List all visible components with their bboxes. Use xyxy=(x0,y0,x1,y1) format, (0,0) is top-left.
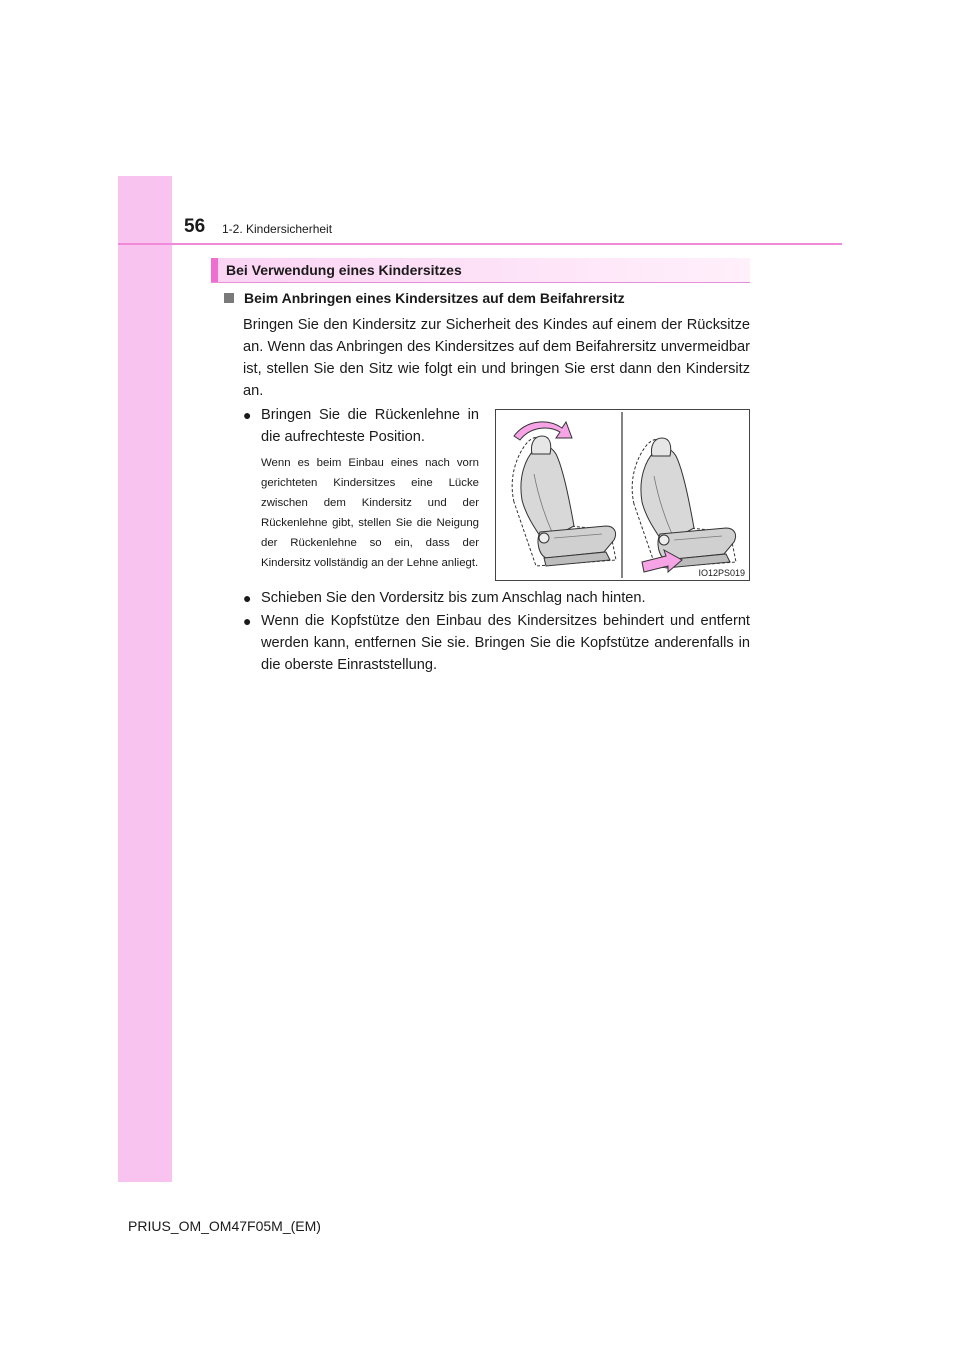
figure-code: IO12PS019 xyxy=(698,568,745,578)
box-title: Bei Verwendung eines Kindersitzes xyxy=(226,262,462,278)
subsection-heading xyxy=(224,290,625,306)
header-rule xyxy=(118,243,842,245)
page-number: 56 xyxy=(184,216,206,237)
square-bullet-icon xyxy=(224,293,234,303)
seat-adjustment-drawing xyxy=(496,410,749,580)
box-header xyxy=(211,258,750,283)
bullet-dot-icon: ● xyxy=(243,590,252,606)
seat-backrest-upright xyxy=(512,436,616,566)
bullet-dot-icon: ● xyxy=(243,407,252,423)
section-reference: 1-2. Kindersicherheit xyxy=(222,222,333,236)
bullet-text: Bringen Sie die Rückenlehne in die aufrechteste Position. xyxy=(261,407,479,445)
side-color-strip xyxy=(118,176,172,1182)
bullet-item xyxy=(243,610,750,676)
bullet-item xyxy=(243,404,479,448)
seat-illustration xyxy=(495,409,750,581)
footer-doc-id: PRIUS_OM_OM47F05M_(EM) xyxy=(128,1218,321,1234)
box-header-accent xyxy=(211,258,218,282)
subsection-heading-text: Beim Anbringen eines Kindersitzes auf dem Beifahrersitz xyxy=(244,290,625,306)
seat-slid-back xyxy=(632,438,736,568)
bullet-item xyxy=(243,587,750,609)
bullet-dot-icon: ● xyxy=(243,613,252,629)
bullet-text: Schieben Sie den Vordersitz bis zum Anschlag nach hinten. xyxy=(261,590,646,606)
bullet-note: Wenn es beim Einbau eines nach vorn gerichteten Kindersitzes eine Lücke zwischen dem Kindersitz und der Rückenlehne gibt, stellen Sie die Neigung der Rückenlehne so ein, dass der Kindersitz vollständig an der Lehne anliegt. xyxy=(261,457,479,569)
bullet-text: Wenn die Kopfstütze den Einbau des Kindersitzes behindert und entfernt werden kann, entfernen Sie sie. Bringen Sie die Kopfstütze anderenfalls in die oberste Einraststellung. xyxy=(261,613,750,673)
intro-paragraph: Bringen Sie den Kindersitz zur Sicherheit des Kindes auf einem der Rücksitze an. Wenn das Anbringen des Kindersitzes auf dem Beifahrersitz unvermeidbar ist, stellen Sie den Sitz wie folgt ein und bringen Sie erst dann den Kindersitz an. xyxy=(243,317,750,399)
